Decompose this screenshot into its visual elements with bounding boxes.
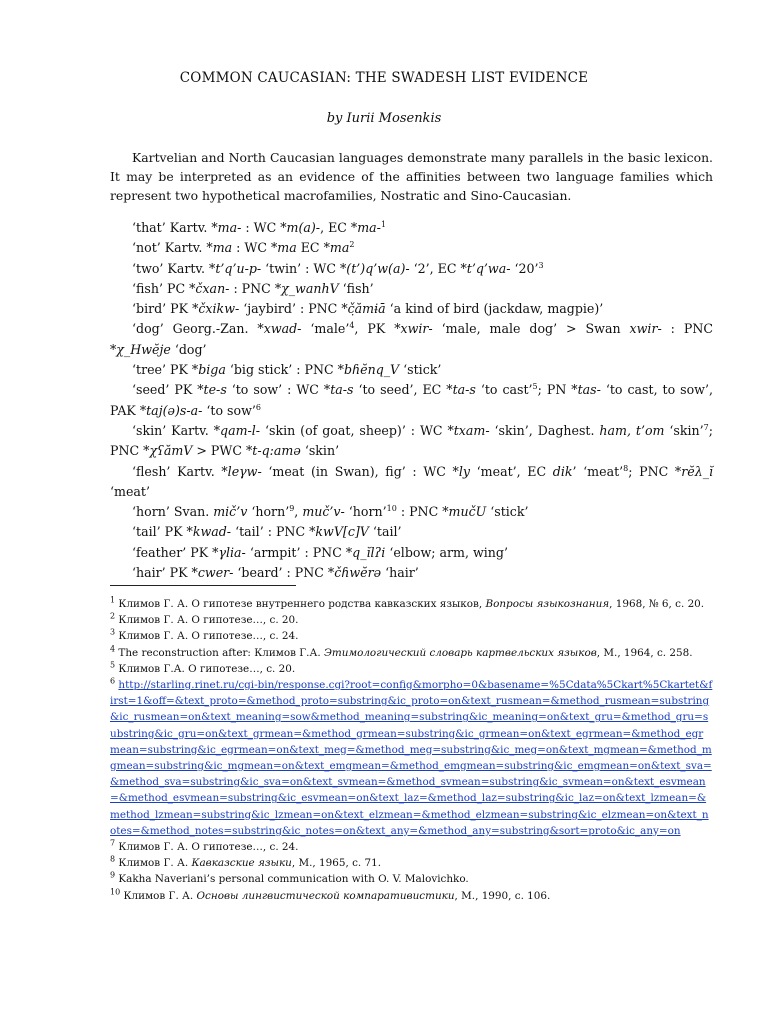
footnote-number: 3 — [110, 627, 116, 637]
footnote-item — [110, 612, 713, 628]
footnote-number: 7 — [110, 838, 116, 848]
footnote-item — [110, 661, 713, 677]
footnote-item — [110, 839, 713, 855]
footnote-number: 2 — [110, 611, 116, 621]
footnote-source-title: Основы лингвистической компаративистики — [196, 889, 455, 902]
swadesh-entries-list — [110, 218, 713, 583]
swadesh-entry: ‘horn’ Svan. mič’v ‘horn’$^9$, muč’v- ‘horn’$^{10}$ : PNC *mučU ‘stick’ — [132, 503, 529, 520]
swadesh-entry: ‘hair’ PK *cwer- ‘beard’ : PNC *čɦwĕrə ‘hair’ — [132, 565, 419, 581]
footnote-text: Климов Г. А. — [123, 889, 197, 902]
footnote-source-title: Вопросы языкознания — [485, 598, 610, 610]
footnote-citation-details: , М., 1965, с. 71. — [291, 857, 382, 870]
footnote-number: 6 — [110, 676, 116, 686]
footnote-source-title: Кавказские языки — [191, 857, 292, 870]
footnote-item — [110, 628, 713, 644]
swadesh-entry: ‘feather’ PK *γlia- ‘armpit’ : PNC *q_ĭlʔi ‘elbow; arm, wing’ — [132, 544, 508, 560]
swadesh-entry: ‘seed’ PK *te-s ‘to sow’ : WC *ta-s ‘to seed’, EC *ta-s ‘to cast’$^5$; PN *tas- ‘to cast, to sow’, PAK *taj(ə)s-a- ‘to sow’$^6$ — [110, 382, 713, 418]
footnote-item — [110, 677, 713, 839]
swadesh-entry: ‘flesh’ Kartv. *leγw- ‘meat (in Swan), fig’ : WC *ly ‘meat’, EC dik’ ‘meat’$^8$; PNC *rĕλ_ĭ ‘meat’ — [110, 463, 714, 499]
author-line: by Iurii Mosenkis — [326, 111, 442, 126]
footnote-item — [110, 596, 713, 612]
footnote-separator — [110, 585, 296, 586]
swadesh-entry: ‘tail’ PK *kwad- ‘tail’ : PNC *kwV[c]V ‘tail’ — [132, 524, 402, 540]
footnote-text: Климов Г. А. О гипотезе…, с. 20. — [118, 614, 299, 627]
swadesh-entry: ‘two’ Kartv. *t’q’u-p- ‘twin’ : WC *(t’)q’w(a)- ‘2’, EC *t’q’wa- ‘20’$^3$ — [132, 260, 544, 276]
footnote-citation-details: , 1968, № 6, с. 20. — [609, 598, 705, 610]
footnote-text: Климов Г.А. О гипотезе…, с. 20. — [118, 662, 296, 675]
footnote-number: 9 — [110, 870, 116, 880]
intro-paragraph: Kartvelian and North Caucasian languages demonstrate many parallels in the basic lexicon. It may be interpreted as an evidence of the affinities between two language families which represent two hypothetical macrofamilies, Nostratic and Sino-Caucasian. — [110, 150, 713, 203]
swadesh-entry: ‘not’ Kartv. *ma : WC *ma EC $*ma^2$ — [132, 240, 355, 256]
footnote-link[interactable]: http://starling.rinet.ru/cgi-bin/response.cgi?root=config&morpho=0&basename=%5Cdata%5Ckart%5Ckartet&first=1&off=&text_proto=&method_proto=substring&ic_proto=on&text_rusmean=&method_rusmean=substring&ic_rusmean=on&text_meaning=sow&method_meaning=substring&ic_meaning=on&text_gru=&method_gru=substring&ic_gru=on&text_grmean=&method_grmean=substring&ic_grmean=on&text_egrmean=&method_egrmean=substring&ic_egrmean=on&text_meg=&method_meg=substring&ic_meg=on&text_mgmean=&method_mgmean=substring&ic_mgmean=on&text_emgmean=&method_emgmean=substring&ic_emgmean=on&text_sva=&method_sva=substring&ic_sva=on&text_svmean=&method_svmean=substring&ic_svmean=on&text_esvmean=&method_esvmean=substring&ic_esvmean=on&text_laz=&method_laz=substring&ic_laz=on&text_lzmean=&method_lzmean=substring&ic_lzmean=on&text_elzmean=&method_elzmean=substring&ic_elzmean=on&text_notes=&method_notes=substring&ic_notes=on&text_any=&method_any=substring&sort=proto&ic_any=on — [110, 679, 713, 837]
footnote-number: 4 — [110, 644, 116, 654]
footnote-source-title: Этимологический словарь картвельских языков — [323, 646, 597, 659]
page-title: COMMON CAUCASIAN: THE SWADESH LIST EVIDENCE — [179, 70, 589, 86]
footnote-text: Kakha Naveriani’s personal communication with O. V. Malovichko. — [118, 873, 469, 886]
footnotes-list — [110, 596, 713, 904]
swadesh-entry: ‘tree’ PK *biga ‘big stick’ : PNC *bɦĕnq_V ‘stick’ — [132, 362, 442, 378]
footnote-item — [110, 871, 713, 887]
swadesh-entry: ‘dog’ Georg.-Zan. *xwad- ‘male’$^4$, PK *xwir- ‘male, male dog’ > Swan xwir- : PNC *χ_Hwĕje ‘dog’ — [110, 321, 713, 357]
footnote-item — [110, 645, 713, 661]
footnote-citation-details: , М., 1964, с. 258. — [596, 646, 693, 659]
footnote-number: 5 — [110, 660, 116, 670]
footnote-text: Климов Г. А. — [118, 857, 192, 870]
footnote-citation-details: , М., 1990, с. 106. — [454, 889, 551, 902]
footnote-text: Климов Г. А. О гипотезе…, с. 24. — [118, 841, 299, 854]
footnote-text: The reconstruction after: Климов Г.А. — [118, 646, 324, 659]
swadesh-entry: ‘fish’ PC *čxan- : PNC *χ_wanhV ‘fish’ — [132, 280, 374, 296]
footnote-item — [110, 888, 713, 904]
swadesh-entry: ‘skin’ Kartv. *qam-l- ‘skin (of goat, sheep)’ : WC *txam- ‘skin’, Daghest. ham, t’om ‘skin’$^7$; PNC *χʕămV > PWC *t-q:amə ‘skin’ — [110, 422, 713, 459]
swadesh-entry: ‘bird’ PK *čxikw- ‘jaybird’ : PNC *č̣ămɨā ‘a kind of bird (jackdaw, magpie)’ — [132, 301, 604, 317]
footnote-number: 8 — [110, 854, 116, 864]
footnote-text: Климов Г. А. О гипотезе внутреннего родства кавказских языков, — [118, 598, 486, 610]
swadesh-entry: ‘that’ Kartv. *ma- : WC *m(a)-, EC *ma-$^1$ — [132, 219, 387, 235]
footnote-text: Климов Г. А. О гипотезе…, с. 24. — [118, 630, 299, 643]
footnote-number: 10 — [110, 887, 121, 897]
footnote-number: 1 — [110, 595, 116, 605]
footnote-item — [110, 855, 713, 871]
